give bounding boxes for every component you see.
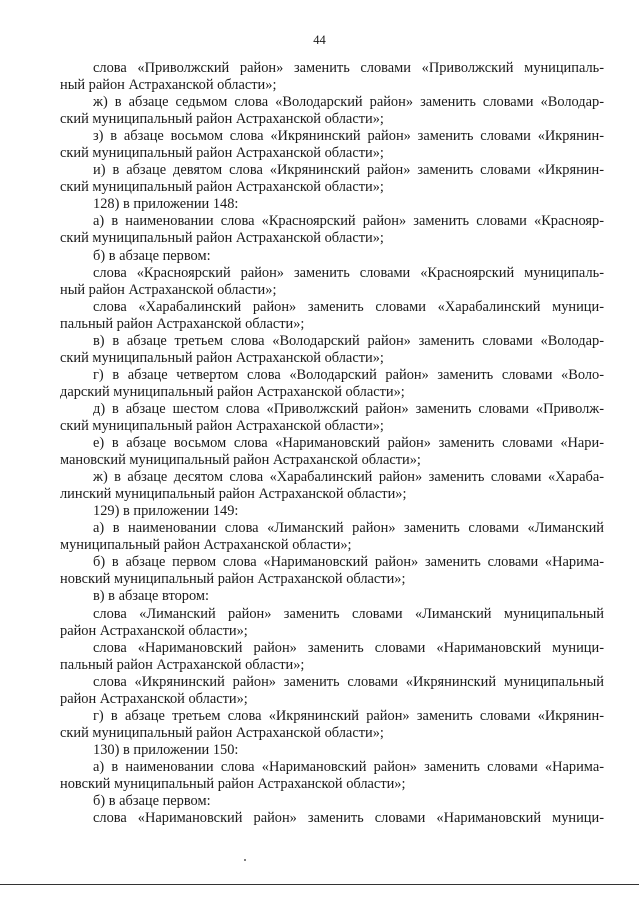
text-line: новский муниципальный район Астраханской области»; — [60, 571, 406, 588]
paragraph — [60, 435, 604, 469]
text-line: ж) в абзаце седьмом слова «Володарский район» заменить словами «Володар- — [93, 94, 604, 111]
text-line: ский муниципальный район Астраханской области»; — [60, 230, 384, 247]
paragraph — [60, 196, 604, 213]
text-line: слова «Наримановский район» заменить словами «Наримановский муници- — [93, 639, 604, 656]
paragraph — [60, 162, 604, 196]
text-line: г) в абзаце третьем слова «Икрянинский район» заменить словами «Икрянин- — [93, 707, 604, 724]
page-bottom-edge — [0, 884, 639, 885]
text-line: б) в абзаце первом: — [93, 793, 211, 810]
text-line: в) в абзаце втором: — [93, 588, 209, 605]
paragraph — [60, 674, 604, 708]
text-line: мановский муниципальный район Астраханской области»; — [60, 452, 421, 469]
paragraph — [60, 640, 604, 674]
text-line: район Астраханской области»; — [60, 690, 248, 707]
text-line: 128) в приложении 148: — [93, 196, 239, 213]
paragraph — [60, 588, 604, 605]
text-line: новский муниципальный район Астраханской области»; — [60, 775, 406, 792]
text-line: д) в абзаце шестом слова «Приволжский район» заменить словами «Приволж- — [93, 400, 604, 417]
text-line: слова «Харабалинский район» заменить словами «Харабалинский муници- — [93, 298, 604, 315]
text-line: слова «Лиманский район» заменить словами «Лиманский муниципальный — [93, 605, 604, 622]
scan-speck — [244, 859, 246, 861]
text-line: линский муниципальный район Астраханской области»; — [60, 486, 407, 503]
text-line: слова «Икрянинский район» заменить словами «Икрянинский муниципальный — [93, 673, 604, 690]
text-line: з) в абзаце восьмом слова «Икрянинский район» заменить словами «Икрянин- — [93, 128, 604, 145]
paragraph — [60, 333, 604, 367]
paragraph — [60, 128, 604, 162]
page-number: 44 — [313, 33, 326, 47]
text-line: 130) в приложении 150: — [93, 741, 239, 758]
text-line: и) в абзаце девятом слова «Икрянинский район» заменить словами «Икрянин- — [93, 162, 604, 179]
paragraph — [60, 554, 604, 588]
paragraph — [60, 708, 604, 742]
paragraph — [60, 213, 604, 247]
text-line: слова «Красноярский район» заменить словами «Красноярский муниципаль- — [93, 264, 604, 281]
paragraph — [60, 520, 604, 554]
text-line: е) в абзаце восьмом слова «Наримановский район» заменить словами «Нари- — [93, 435, 604, 452]
paragraph — [60, 469, 604, 503]
text-line: ж) в абзаце десятом слова «Харабалинский район» заменить словами «Хараба- — [93, 469, 604, 486]
text-line: ский муниципальный район Астраханской области»; — [60, 179, 384, 196]
paragraph — [60, 742, 604, 759]
paragraph — [60, 94, 604, 128]
text-line: ский муниципальный район Астраханской области»; — [60, 145, 384, 162]
text-line: ский муниципальный район Астраханской области»; — [60, 724, 384, 741]
text-line: пальный район Астраханской области»; — [60, 656, 305, 673]
text-line: слова «Приволжский район» заменить словами «Приволжский муниципаль- — [93, 60, 604, 76]
text-line: слова «Наримановский район» заменить словами «Наримановский муници- — [93, 810, 604, 827]
paragraph — [60, 793, 604, 810]
paragraph — [60, 606, 604, 640]
text-line: ский муниципальный район Астраханской области»; — [60, 349, 384, 366]
text-line: а) в наименовании слова «Лиманский район» заменить словами «Лиманский — [93, 520, 604, 537]
text-line: муниципальный район Астраханской области»; — [60, 537, 352, 554]
text-line: ский муниципальный район Астраханской области»; — [60, 417, 384, 434]
paragraph — [60, 60, 604, 94]
paragraph — [60, 503, 604, 520]
text-line: г) в абзаце четвертом слова «Володарский район» заменить словами «Воло- — [93, 366, 604, 383]
paragraph — [60, 299, 604, 333]
paragraph — [60, 759, 604, 793]
paragraph — [60, 248, 604, 265]
text-line: а) в наименовании слова «Красноярский район» заменить словами «Краснояр- — [93, 213, 604, 230]
paragraph — [60, 367, 604, 401]
text-line: дарский муниципальный район Астраханской области»; — [60, 383, 405, 400]
text-line: ный район Астраханской области»; — [60, 281, 277, 298]
paragraph — [60, 810, 604, 827]
text-line: ный район Астраханской области»; — [60, 77, 277, 94]
text-line: район Астраханской области»; — [60, 622, 248, 639]
text-line: 129) в приложении 149: — [93, 503, 239, 520]
text-line: ский муниципальный район Астраханской области»; — [60, 111, 384, 128]
paragraph — [60, 401, 604, 435]
text-line: пальный район Астраханской области»; — [60, 315, 305, 332]
text-line: б) в абзаце первом слова «Наримановский район» заменить словами «Нарима- — [93, 554, 604, 571]
text-line: в) в абзаце третьем слова «Володарский район» заменить словами «Володар- — [93, 332, 604, 349]
text-line: б) в абзаце первом: — [93, 247, 211, 264]
text-line: а) в наименовании слова «Наримановский район» заменить словами «Нарима- — [93, 758, 604, 775]
document-body — [60, 60, 604, 827]
paragraph — [60, 265, 604, 299]
